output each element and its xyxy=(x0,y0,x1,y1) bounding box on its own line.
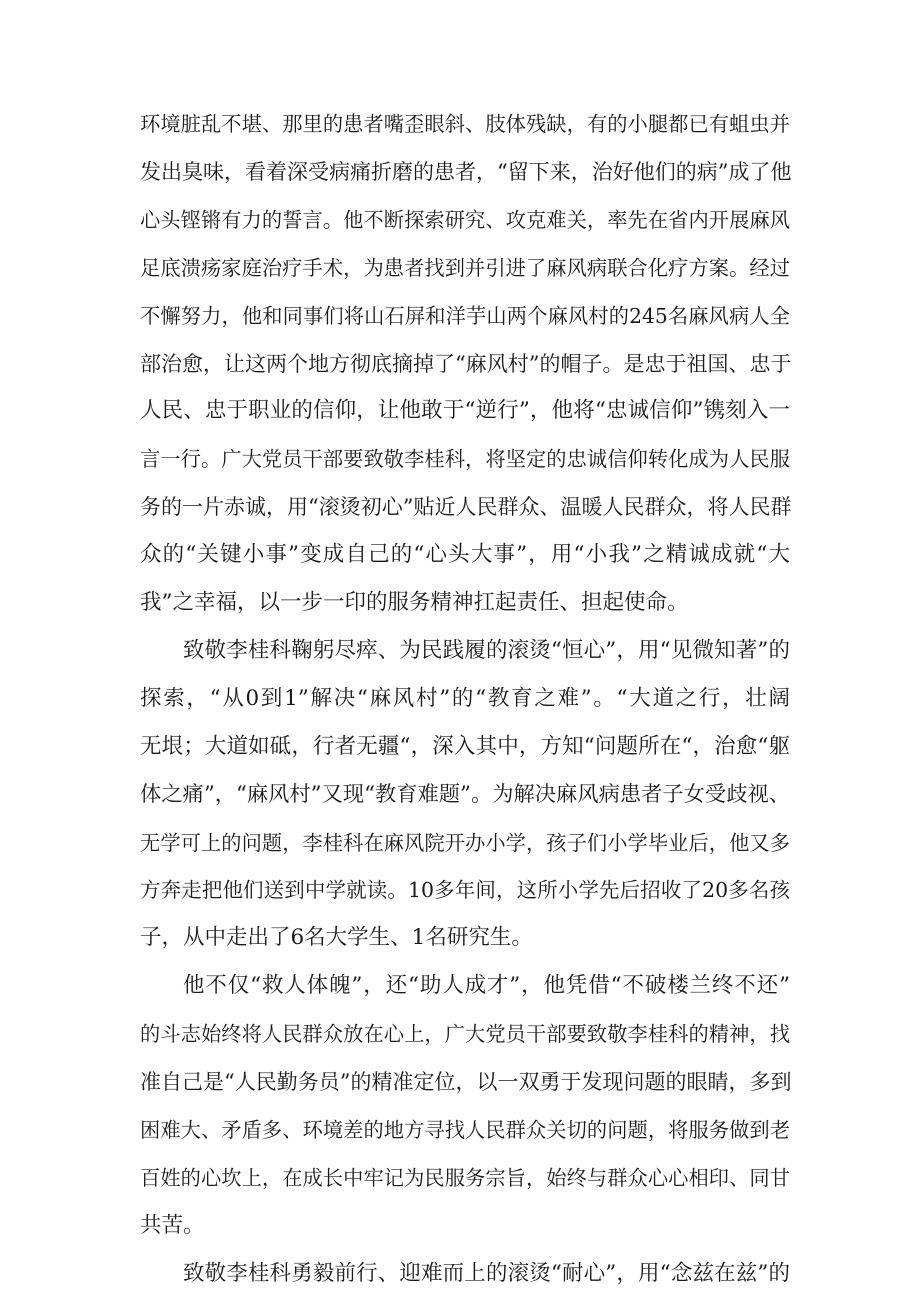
paragraph-1-line-5: 不懈努力，他和同事们将山石屏和洋芋山两个麻风村的245名麻风病人全 xyxy=(140,304,790,328)
paragraph-2-line-6: 方奔走把他们送到中学就读。10多年间，这所小学先后招收了20多名孩 xyxy=(140,878,790,902)
paragraph-4-line-1: 致敬李桂科勇毅前行、迎难而上的滚烫“耐心”，用“念兹在兹”的 xyxy=(183,1261,790,1286)
paragraph-2-line-2: 探索，“从0到1”解决“麻风村”的“教育之难”。“大道之行，壮阔 xyxy=(140,686,790,711)
paragraph-1-line-3: 心头铿锵有力的誓言。他不断探索研究、攻克难关，率先在省内开展麻风 xyxy=(140,208,790,232)
paragraph-3-line-6: 共苦。 xyxy=(140,1213,205,1238)
paragraph-3-line-1: 他不仅“救人体魄”，还“助人成才”，他凭借“不破楼兰终不还” xyxy=(183,973,790,998)
paragraph-1-line-8: 言一行。广大党员干部要致敬李桂科，将坚定的忠诚信仰转化成为人民服 xyxy=(140,447,790,471)
paragraph-3-line-2: 的斗志始终将人民群众放在心上，广大党员干部要致敬李桂科的精神，找 xyxy=(140,1022,790,1046)
paragraph-1-line-11: 我”之幸福，以一步一印的服务精神扛起责任、担起使命。 xyxy=(140,590,689,615)
paragraph-2-line-4: 体之痛”，“麻风村”又现“教育难题”。为解决麻风病患者子女受歧视、 xyxy=(140,782,790,807)
paragraph-1-line-7: 人民、忠于职业的信仰，让他敢于“逆行”，他将“忠诚信仰”镌刻入一 xyxy=(140,398,790,423)
paragraph-2-line-5: 无学可上的问题，李桂科在麻风院开办小学，孩子们小学毕业后，他又多 xyxy=(140,831,790,855)
paragraph-3-line-5: 百姓的心坎上，在成长中牢记为民服务宗旨，始终与群众心心相印、同甘 xyxy=(140,1166,790,1190)
paragraph-1-line-4: 足底溃疡家庭治疗手术，为患者找到并引进了麻风病联合化疗方案。经过 xyxy=(140,256,790,280)
paragraph-2-line-3: 无垠；大道如砥，行者无疆“，深入其中，方知“问题所在“，治愈“躯 xyxy=(140,734,790,759)
paragraph-1-line-1: 环境脏乱不堪、那里的患者嘴歪眼斜、肢体残缺，有的小腿都已有蛆虫并 xyxy=(140,112,790,136)
paragraph-1-line-10: 众的“关键小事”变成自己的“心头大事”，用“小我”之精诚成就“大 xyxy=(140,542,790,567)
paragraph-1-line-6: 部治愈，让这两个地方彻底摘掉了“麻风村”的帽子。是忠于祖国、忠于 xyxy=(140,352,792,376)
paragraph-3-line-4: 困难大、矛盾多、环境差的地方寻找人民群众关切的问题，将服务做到老 xyxy=(140,1118,790,1142)
paragraph-1-line-2: 发出臭味，看着深受病痛折磨的患者，“留下来，治好他们的病”成了他 xyxy=(140,160,792,184)
paragraph-2-line-1: 致敬李桂科鞠躬尽瘁、为民践履的滚烫“恒心”，用“见微知著”的 xyxy=(183,638,790,663)
paragraph-2-line-7: 子，从中走出了6名大学生、1名研究生。 xyxy=(140,925,533,950)
paragraph-1-line-9: 务的一片赤诚，用“滚烫初心”贴近人民群众、温暖人民群众，将人民群 xyxy=(140,495,792,519)
paragraph-3-line-3: 准自己是“人民勤务员”的精准定位，以一双勇于发现问题的眼睛，多到 xyxy=(140,1070,792,1094)
